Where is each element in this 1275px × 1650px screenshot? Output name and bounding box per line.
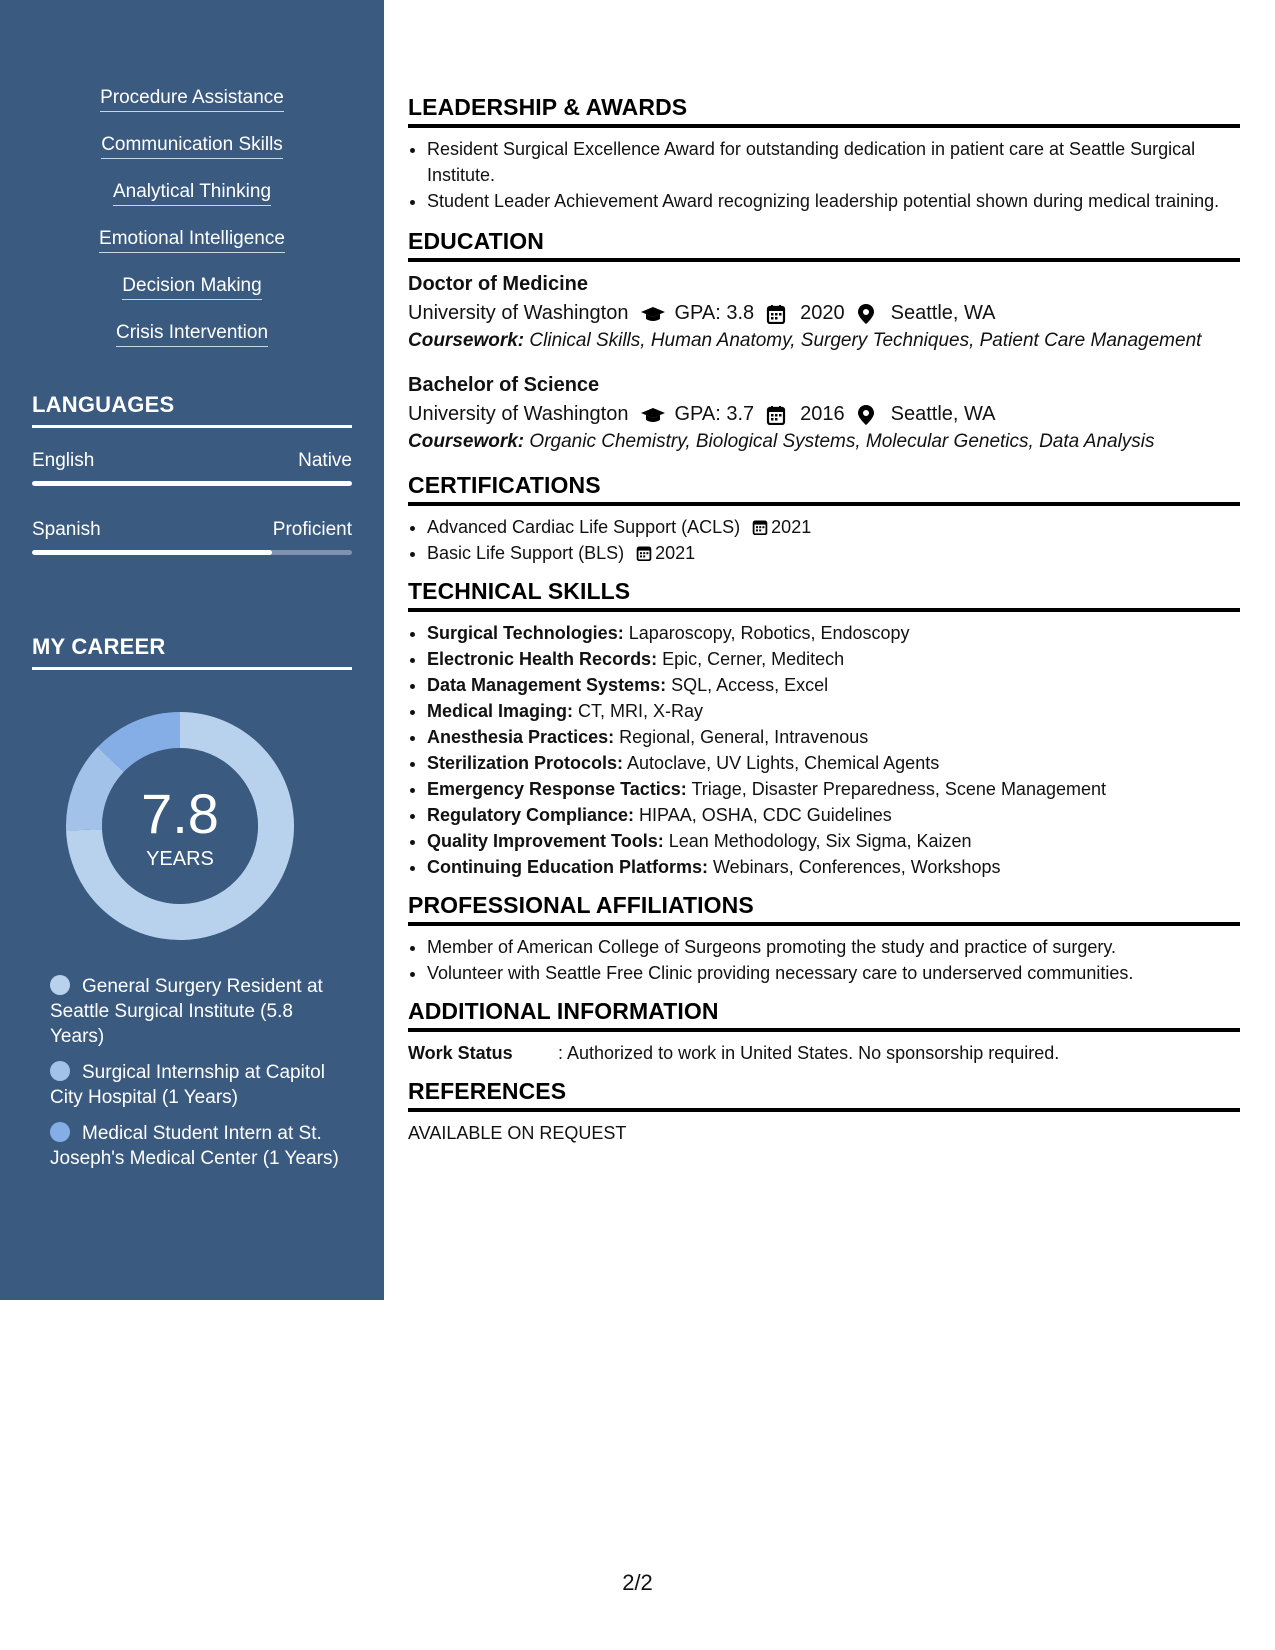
language-level: Native — [298, 450, 352, 471]
language-bar-fill — [32, 550, 272, 555]
school-location: Seattle, WA — [890, 403, 996, 425]
degree-title: Doctor of Medicine — [408, 273, 589, 295]
work-status-label: Work Status — [408, 1043, 513, 1063]
skill-value: Regional, General, Intravenous — [614, 727, 869, 747]
certification-year: 2021 — [655, 543, 696, 563]
education-section — [408, 228, 1240, 454]
map-pin-icon — [857, 404, 879, 424]
language-bar-fill — [32, 481, 352, 486]
skill-label: Continuing Education Platforms: — [427, 857, 708, 877]
section-title: PROFESSIONAL AFFILIATIONS — [408, 892, 1240, 926]
career-item-text: General Surgery Resident at Seattle Surgical Institute (5.8 Years) — [50, 976, 323, 1047]
skill-item: Crisis Intervention — [116, 321, 268, 347]
skill-label: Sterilization Protocols: — [427, 753, 624, 773]
skill-label: Medical Imaging: — [427, 701, 574, 721]
list-item: • Student Leader Achievement Award recognizing leadership potential shown during medical training. — [427, 188, 1240, 214]
skill-value: Epic, Cerner, Meditech — [657, 649, 845, 669]
skill-item: Communication Skills — [101, 133, 283, 159]
career-item — [50, 1060, 340, 1110]
career-legend-dot — [50, 975, 70, 995]
page-number: 2/2 — [622, 1570, 653, 1595]
map-pin-icon — [857, 303, 879, 323]
references-section — [408, 1078, 1240, 1146]
graduation-cap-icon — [640, 303, 662, 323]
coursework-text: Clinical Skills, Human Anatomy, Surgery Techniques, Patient Care Management — [529, 330, 1202, 351]
technical-skills-list — [408, 620, 1240, 880]
sidebar — [0, 0, 384, 1300]
work-status-row — [408, 1040, 1240, 1066]
skill-value: Webinars, Conferences, Workshops — [708, 857, 1001, 877]
language-name: Spanish — [32, 519, 101, 540]
skill-label: Regulatory Compliance: — [427, 805, 635, 825]
list-item — [427, 698, 1240, 724]
additional-info-section — [408, 998, 1240, 1066]
affiliations-list — [408, 934, 1240, 986]
list-item — [427, 724, 1240, 750]
list-item — [427, 540, 1240, 566]
career-item-text: Surgical Internship at Capitol City Hospital (1 Years) — [50, 1062, 325, 1108]
school-location: Seattle, WA — [890, 302, 996, 324]
certification-name: Advanced Cardiac Life Support (ACLS) — [427, 517, 741, 537]
coursework-label: Coursework: — [408, 330, 525, 351]
skill-value: Laparoscopy, Robotics, Endoscopy — [623, 623, 910, 643]
list-item — [427, 776, 1240, 802]
graduation-year: 2020 — [800, 302, 845, 324]
list-item — [427, 750, 1240, 776]
skill-value: Lean Methodology, Six Sigma, Kaizen — [663, 831, 972, 851]
certifications-section — [408, 472, 1240, 566]
degree-title: Bachelor of Science — [408, 374, 600, 396]
career-total-years: 7.8 — [141, 782, 219, 845]
school-name: University of Washington — [408, 403, 629, 425]
language-name: English — [32, 450, 95, 471]
career-years-label: YEARS — [146, 848, 214, 870]
affiliations-section — [408, 892, 1240, 986]
skill-value: HIPAA, OSHA, CDC Guidelines — [634, 805, 892, 825]
certification-year: 2021 — [771, 517, 812, 537]
education-meta — [408, 298, 1240, 328]
career-donut-chart — [66, 712, 294, 940]
skill-value: Triage, Disaster Preparedness, Scene Management — [686, 779, 1107, 799]
career-donut-center — [66, 712, 294, 940]
skill-value: Autoclave, UV Lights, Chemical Agents — [623, 753, 940, 773]
career-item — [50, 974, 340, 1049]
calendar-icon — [636, 542, 652, 558]
career-legend-dot — [50, 1061, 70, 1081]
skill-item: Decision Making — [122, 274, 261, 300]
skill-label: Emergency Response Tactics: — [427, 779, 687, 799]
section-title: REFERENCES — [408, 1078, 1240, 1112]
career-item-text: Medical Student Intern at St. Joseph's Medical Center (1 Years) — [50, 1123, 339, 1169]
list-item: • Member of American College of Surgeons promoting the study and practice of surgery. — [427, 934, 1240, 960]
skill-item: Analytical Thinking — [113, 180, 271, 206]
leadership-list — [408, 136, 1240, 214]
career-heading: MY CAREER — [32, 634, 352, 670]
skill-item: Emotional Intelligence — [99, 227, 285, 253]
skill-label: Anesthesia Practices: — [427, 727, 615, 747]
language-bar-spanish — [32, 550, 352, 555]
skill-value: CT, MRI, X-Ray — [573, 701, 704, 721]
work-status-value: : Authorized to work in United States. No sponsorship required. — [558, 1043, 1060, 1063]
coursework — [408, 328, 1240, 353]
languages-heading: LANGUAGES — [32, 392, 352, 428]
skill-label: Surgical Technologies: — [427, 623, 624, 643]
certifications-list — [408, 514, 1240, 566]
list-item — [427, 646, 1240, 672]
education-entry — [408, 371, 1240, 454]
list-item — [427, 620, 1240, 646]
calendar-icon — [752, 516, 768, 532]
calendar-icon — [766, 404, 788, 424]
list-item — [427, 828, 1240, 854]
list-item — [427, 514, 1240, 540]
leadership-section — [408, 94, 1240, 214]
skill-label: Quality Improvement Tools: — [427, 831, 664, 851]
career-list — [50, 974, 340, 1182]
technical-skills-section — [408, 578, 1240, 880]
language-bar-english — [32, 481, 352, 486]
calendar-icon — [766, 303, 788, 323]
education-meta — [408, 399, 1240, 429]
gpa: GPA: 3.7 — [674, 403, 755, 425]
career-legend-dot — [50, 1122, 70, 1142]
language-level: Proficient — [272, 519, 352, 540]
section-title: CERTIFICATIONS — [408, 472, 1240, 506]
career-item — [50, 1121, 340, 1171]
skill-value: SQL, Access, Excel — [666, 675, 829, 695]
section-title: EDUCATION — [408, 228, 1240, 262]
language-row-english — [32, 450, 352, 472]
gpa: GPA: 3.8 — [674, 302, 755, 324]
list-item — [427, 854, 1240, 880]
skill-item: Procedure Assistance — [100, 86, 284, 112]
graduation-cap-icon — [640, 404, 662, 424]
section-title: TECHNICAL SKILLS — [408, 578, 1240, 612]
skill-list — [0, 86, 384, 368]
list-item: • Volunteer with Seattle Free Clinic providing necessary care to underserved communities. — [427, 960, 1240, 986]
list-item: • Resident Surgical Excellence Award for outstanding dedication in patient care at Seattle Surgical Institute. — [427, 136, 1240, 188]
section-title: ADDITIONAL INFORMATION — [408, 998, 1240, 1032]
certification-name: Basic Life Support (BLS) — [427, 543, 625, 563]
coursework-text: Organic Chemistry, Biological Systems, Molecular Genetics, Data Analysis — [529, 431, 1155, 452]
list-item — [427, 672, 1240, 698]
section-title: LEADERSHIP & AWARDS — [408, 94, 1240, 128]
list-item — [427, 802, 1240, 828]
main-content — [408, 94, 1240, 1158]
school-name: University of Washington — [408, 302, 629, 324]
language-row-spanish — [32, 519, 352, 541]
skill-label: Data Management Systems: — [427, 675, 667, 695]
skill-label: Electronic Health Records: — [427, 649, 658, 669]
references-text: AVAILABLE ON REQUEST — [408, 1123, 627, 1143]
education-entry — [408, 270, 1240, 353]
graduation-year: 2016 — [800, 403, 845, 425]
coursework-label: Coursework: — [408, 431, 525, 452]
coursework — [408, 429, 1240, 454]
